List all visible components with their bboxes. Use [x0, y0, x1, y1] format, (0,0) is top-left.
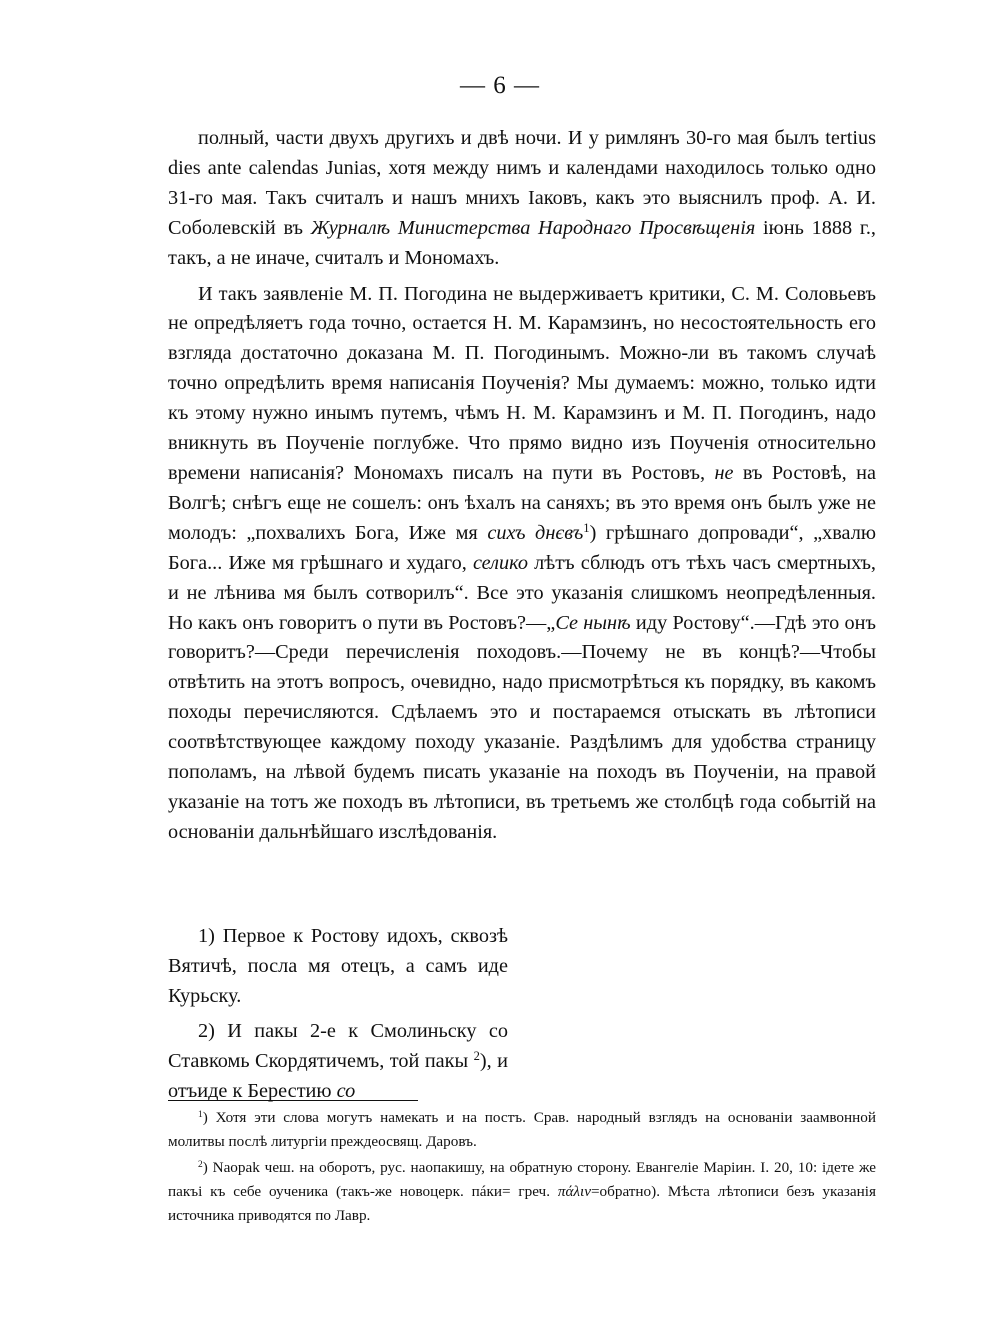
footnote-2-text-end: =обратно). Мѣста лѣтописи безъ указанія источника приводятся по Лавр.	[168, 1183, 876, 1224]
main-text	[168, 124, 876, 848]
paragraph-2-part-a: И такъ заявленіе М. П. Погодина не выдерживаетъ критики, С. М. Соловьевъ не опредѣляетъ года точно, остается Н. М. Карамзинъ, но несостоятельность его взгляда достаточно доказана М. П. Погодинымъ. Можно-ли въ такомъ случаѣ точно опредѣлить время написанія Поученія? Мы думаемъ: можно, только идти къ этому нужно инымъ путемъ, чѣмъ Н. М. Карамзинъ и М. П. Погодинъ, надо вникнуть въ Поученіе поглубже. Что прямо видно изъ Поученія относительно времени написанія? Мономахъ писалъ на пути въ Ростовъ,	[168, 282, 876, 484]
campaign-2-italic: со	[336, 1079, 356, 1102]
paragraph-1-end: іюнь 1888 г., такъ, а не иначе, считалъ и Мономахъ.	[168, 216, 877, 269]
paragraph-2-part-f: ) грѣшнаго допровади“, „хвалю Бога... Иже мя грѣшнаго и худаго,	[168, 521, 876, 574]
paragraph-2	[168, 280, 876, 848]
paragraph-2-part-j: иду Ростову“.—Гдѣ это онъ говоритъ?—Среди перечисленія походовъ.—Почему не въ концѣ?—Чтобы отвѣтить на этотъ вопросъ, очевидно, надо присмотрѣться къ порядку, въ какомъ походы перечисляются. Сдѣлаемъ это и постараемся отыскать въ лѣтописи соотвѣтствующее каждому походу указаніе. Раздѣлимъ для удобства страницу пополамъ, на лѣвой будемъ писать указаніе на походъ въ Поученіи, на правой указаніе на тотъ же походъ въ лѣтописи, въ третьемъ же столбцѣ года событій на основаніи дальнѣйшаго изслѣдованія.	[168, 611, 877, 843]
footnote-1-mark: 1	[198, 1109, 203, 1120]
campaigns-left-column	[168, 922, 508, 1106]
campaign-2-text-cont: ), и отъиде к Берестию	[168, 1049, 509, 1102]
footnote-2	[168, 1156, 876, 1228]
footnote-2-mark: 2	[198, 1159, 203, 1170]
paragraph-2-part-c: въ Ростовѣ, на Волгѣ; снѣгъ еще не сошелъ: онъ ѣхалъ на саняхъ; въ это время онъ былъ уже не молодъ: „похвалихъ Бога, Иже мя	[168, 461, 876, 544]
paragraph-2-part-h: лѣтъ сблюдъ отъ тѣхъ часъ смертныхъ, и не лѣнива мя былъ сотворилъ“. Все это указанія слишкомъ неопредѣленныя. Но какъ онъ говоритъ о пути въ Ростовъ?—„	[168, 551, 876, 634]
footnote-2-text: ) Naopak чеш. на оборотъ, рус. наопакишу, на обратную сторону. Евангеліе Маріин. I. 20, 10: ідете же пакъі къ себе оученика (такъ-же новоцерк. пáки= греч.	[168, 1159, 876, 1200]
footnote-1-text: ) Хотя эти слова могутъ намекать и на постъ. Срав. народный взглядъ на основаніи заамвонной молитвы послѣ литургіи преждеосвящ. Даровъ.	[168, 1109, 876, 1150]
paragraph-1-text: полный, части двухъ другихъ и двѣ ночи. И у римлянъ 30-го мая былъ tertius dies ante calendas Junias, хотя между нимъ и календами находилось только одно 31-го мая. Такъ считалъ и нашъ мнихъ Іаковъ, какъ это выяснилъ проф. А. И. Соболевскій въ	[168, 127, 876, 239]
emphasis-seliko: селико	[472, 551, 529, 574]
paragraph-1	[168, 124, 876, 274]
journal-title: Журналѣ Министерства Народнаго Просвѣщенія	[310, 216, 756, 239]
campaign-2	[168, 1017, 508, 1107]
page-number: — 6 —	[460, 72, 540, 99]
footnote-divider	[168, 1100, 418, 1101]
campaign-2-text: 2) И пакы 2-е к Смолиньску со Ставкомь Скордятичемъ, той пакы	[168, 1019, 508, 1072]
footnote-1	[168, 1106, 876, 1154]
campaign-1: 1) Первое к Ростову идохъ, сквозѣ Вятичѣ, посла мя отецъ, а самъ иде Курьску.	[168, 925, 508, 1007]
emphasis-se-nyne: Се нынѣ	[555, 611, 631, 634]
emphasis-sikh-dnev: сихъ днєвъ	[487, 521, 584, 544]
footnote-2-greek: πάλιν	[557, 1183, 591, 1200]
footnote-ref-2: 2	[473, 1048, 480, 1063]
emphasis-ne: не	[714, 461, 734, 484]
footnotes	[168, 1106, 876, 1228]
footnote-ref-1: 1	[583, 520, 590, 535]
